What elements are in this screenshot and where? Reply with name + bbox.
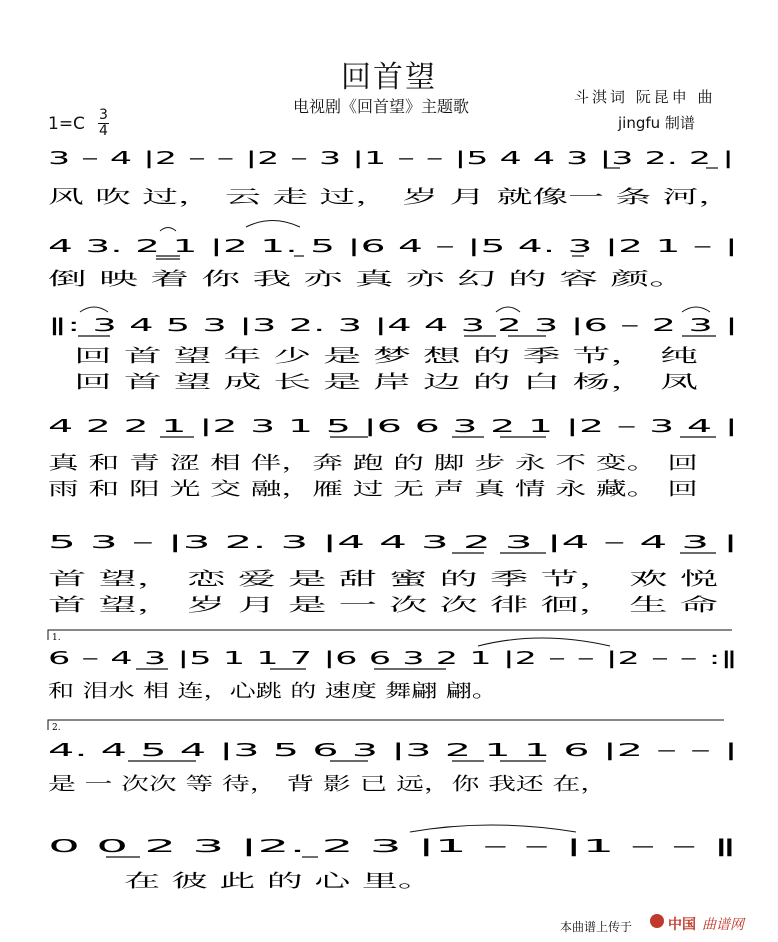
volta-label-1: 1. <box>52 633 61 643</box>
system-3-lyrics-verse1: 回 首 望 年 少 是 梦 想 的 季 节， 纯 <box>74 346 371 367</box>
subtitle: 电视剧《回首望》主题歌 <box>293 97 470 116</box>
page-title: 回首望 <box>341 60 437 95</box>
system-8 <box>48 825 738 892</box>
tie <box>410 825 576 832</box>
system-3 <box>48 307 738 393</box>
system-6-lyrics: 和 泪水 相 连，心跳 的 速度 舞翩 翩。 <box>48 681 498 702</box>
footer-site-name: 中国 <box>668 917 696 933</box>
system-8-notes: 0 0 2 3 |2. 2 3 |1 – – |1 – – ‖ <box>48 836 738 857</box>
time-signature-top: 3 <box>99 107 108 123</box>
system-4-lyrics-verse2: 雨 和 阳 光 交 融，雁 过 无 声 真 情 永 藏。 回 <box>48 479 698 500</box>
system-5-lyrics-verse2: 首 望， 岁 月 是 一 次 次 徘 徊， 生 命 <box>48 595 718 616</box>
system-2 <box>48 221 738 291</box>
system-2-lyrics: 倒 映 着 你 我 亦 真 亦 幻 的 容 颜。 <box>48 269 688 290</box>
volta-bracket-2 <box>48 720 724 730</box>
credits-transcriber: jingfu 制谱 <box>618 114 695 132</box>
system-7-notes: 4. 4 5 4 |3 5 6 3 |3 2 1 1 6 |2 – – | <box>48 740 738 761</box>
system-6-notes: 6 – 4 3 |5 1 1 7 |6 6 3 2 1 |2 – – |2 – – :‖ <box>48 648 738 669</box>
site-logo-icon <box>650 914 664 928</box>
slur <box>246 221 300 228</box>
time-signature-bottom: 4 <box>99 123 108 139</box>
system-1-notes: 3 – 4 |2 – – |2 – 3 |1 – – |5 4 4 3 |3 2. 2 | <box>48 148 734 169</box>
volta-bracket-1 <box>48 630 732 640</box>
system-8-lyrics: 在 彼 此 的 心 里。 <box>124 871 434 892</box>
system-5 <box>48 532 738 616</box>
volta-label-2: 2. <box>52 723 61 733</box>
system-7 <box>48 720 738 795</box>
system-7-lyrics: 是 一 次次 等 待， 背 影 已 远，你 我还 在， <box>48 774 608 795</box>
slur <box>682 307 710 312</box>
footer-site-name-2: 曲谱网 <box>702 917 744 933</box>
system-5-notes: 5 3 – |3 2. 3 |4 4 3 2 3 |4 – 4 3 | <box>48 532 738 553</box>
key-signature: 1=C <box>48 114 85 134</box>
system-6 <box>48 630 738 702</box>
system-3-lyrics-verse2: 回 首 望 成 长 是 岸 边 的 白 杨， 凤 <box>74 372 371 393</box>
credits-lyricist-composer: 斗淇词 阮昆申 曲 <box>574 88 716 106</box>
system-4-notes: 4 2 2 1 |2 3 1 5 |6 6 3 2 1 |2 – 3 4 | <box>48 416 738 437</box>
system-1 <box>48 148 734 208</box>
system-3-notes: ‖: 3 4 5 3 |3 2. 3 |4 4 3 2 3 |6 – 2 3 | <box>48 315 738 336</box>
tie <box>478 638 610 646</box>
footer-upload-text: 本曲谱上传于 <box>560 920 633 934</box>
system-4 <box>48 416 738 500</box>
system-5-lyrics-verse1: 首 望， 恋 爱 是 甜 蜜 的 季 节， 欢 悦 <box>48 569 718 590</box>
slur <box>160 228 176 232</box>
system-2-notes: 4 3. 2 1 |2 1. 5 |6 4 – |5 4. 3 |2 1 – | <box>48 236 738 257</box>
slur <box>496 307 520 312</box>
system-4-lyrics-verse1: 真 和 青 涩 相 伴，奔 跑 的 脚 步 永 不 变。 回 <box>48 453 698 474</box>
slur <box>80 307 108 312</box>
system-1-lyrics: 风 吹 过， 云 走 过， 岁 月 就像一 条 河， <box>48 187 734 208</box>
